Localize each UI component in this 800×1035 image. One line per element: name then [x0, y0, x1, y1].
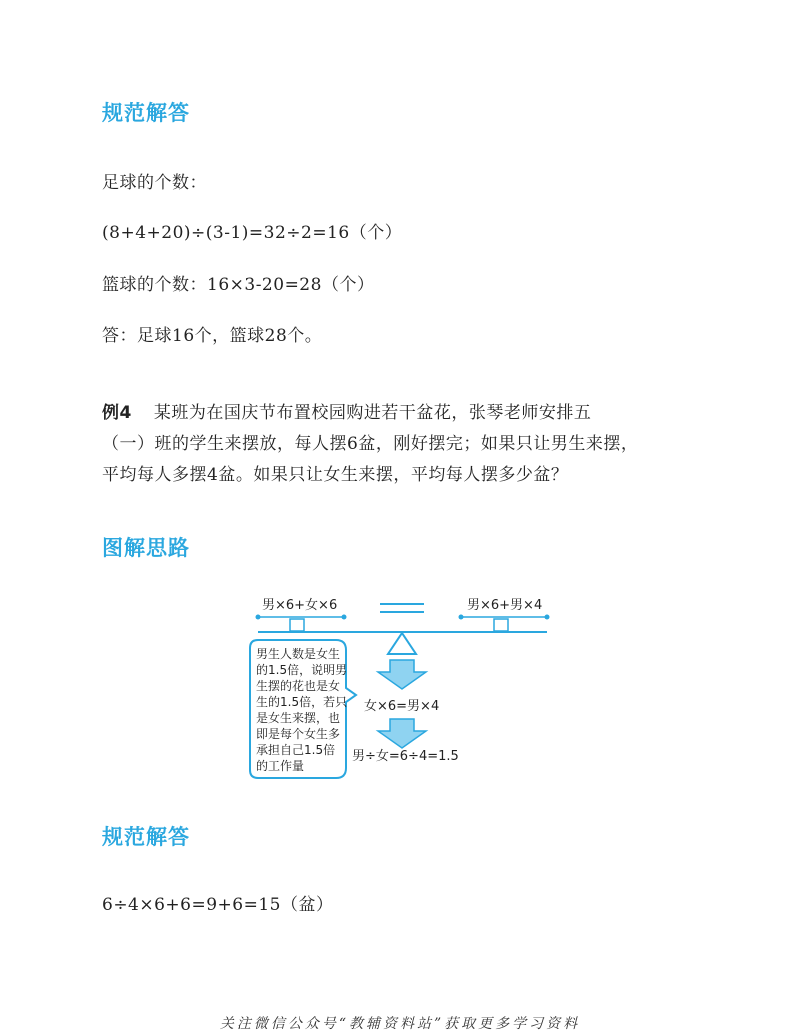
example-line-3: 平均每人多摆4盆。如果只让女生来摆，平均每人摆多少盆？ [102, 465, 569, 485]
example-line-1: 例4 某班为在国庆节布置校园购进若干盆花，张琴老师安排五 [102, 403, 592, 423]
down-arrow-2 [378, 719, 426, 748]
answer-line-3: 篮球的个数：16×3-20=28（个） [102, 275, 375, 295]
heading-diagram-thinking: 图解思路 [102, 536, 190, 560]
equation-1: 女×6=男×4 [364, 699, 440, 714]
footer-note: 关注微信公众号“教辅资料站”获取更多学习资料 [219, 1016, 581, 1032]
answer-line-4: 答：足球16个，篮球28个。 [102, 326, 323, 346]
callout-line-7: 承担自己1.5倍 [256, 743, 336, 757]
callout-line-4: 生的1.5倍，若只 [256, 695, 348, 709]
left-pan-dot-start [256, 615, 261, 620]
answer-line-2: (8+4+20)÷(3-1)=32÷2=16（个） [102, 223, 403, 243]
right-pan-label: 男×6+男×4 [467, 598, 543, 613]
balance-diagram [0, 588, 800, 788]
callout-line-1: 男生人数是女生 [256, 647, 341, 661]
down-arrow-1 [378, 660, 426, 689]
fulcrum-triangle [388, 633, 416, 654]
final-answer-line: 6÷4×6+6=9+6=15（盆） [102, 895, 334, 915]
answer-line-1: 足球的个数： [102, 173, 207, 193]
example-line-2: （一）班的学生来摆放，每人摆6盆，刚好摆完；如果只让男生来摆， [102, 434, 639, 454]
left-pan-dot-end [342, 615, 347, 620]
callout-line-8: 的工作量 [256, 759, 305, 773]
left-pan-holder [290, 619, 304, 631]
heading-standard-answer-1: 规范解答 [102, 101, 190, 125]
right-pan-dot-start [459, 615, 464, 620]
example-label: 例4 [102, 403, 132, 423]
left-pan-label: 男×6+女×6 [262, 598, 338, 613]
right-pan-dot-end [545, 615, 550, 620]
callout-line-3: 生摆的花也是女 [256, 679, 341, 693]
callout-line-5: 是女生来摆，也 [256, 711, 341, 725]
equation-2: 男÷女=6÷4=1.5 [352, 749, 459, 764]
heading-standard-answer-2: 规范解答 [102, 825, 190, 849]
right-pan-holder [494, 619, 508, 631]
callout-line-6: 即是每个女生多 [256, 727, 341, 741]
callout-line-2: 的1.5倍，说明男 [256, 663, 348, 677]
example-problem [102, 398, 638, 491]
